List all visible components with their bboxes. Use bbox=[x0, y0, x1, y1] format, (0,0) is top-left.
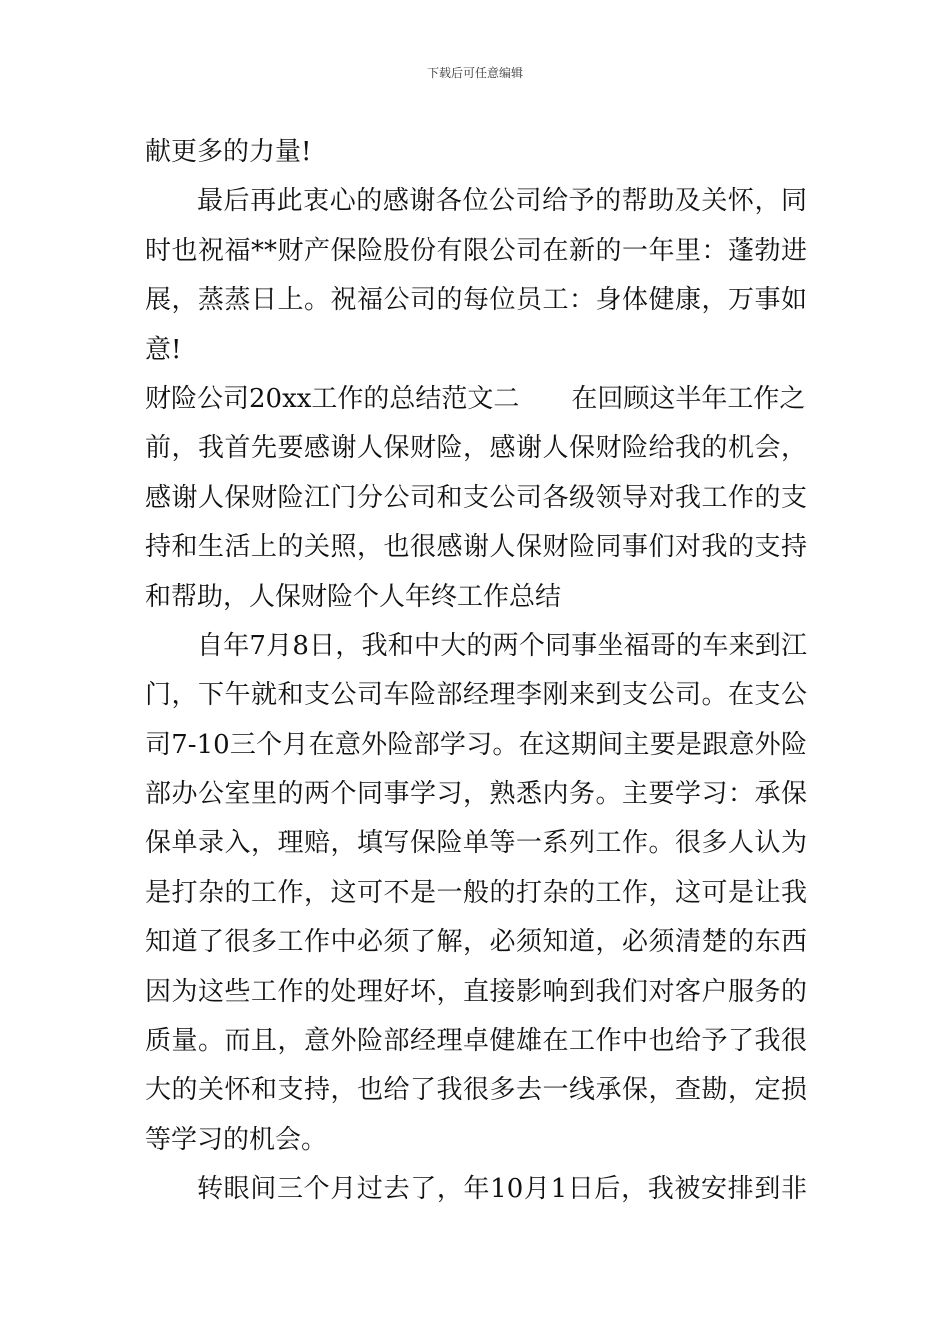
text-line: 质量。而且，意外险部经理卓健雄在工作中也给予了我很 bbox=[145, 1026, 807, 1057]
text-line: 部办公室里的两个同事学习，熟悉内务。主要学习：承保 bbox=[145, 779, 807, 810]
text-line: 前，我首先要感谢人保财险，感谢人保财险给我的机会， bbox=[145, 433, 807, 464]
text-line: 等学习的机会。 bbox=[145, 1124, 328, 1155]
text-line: 意! bbox=[145, 334, 182, 365]
text-line: 时也祝福**财产保险股份有限公司在新的一年里：蓬勃进 bbox=[145, 235, 807, 266]
text-line: 保单录入，理赔，填写保险单等一系列工作。很多人认为 bbox=[145, 828, 807, 859]
text-line: 大的关怀和支持，也给了我很多去一线承保，查勘，定损 bbox=[145, 1075, 807, 1106]
document-body bbox=[145, 128, 807, 1215]
text-line: 自年7月8日，我和中大的两个同事坐福哥的车来到江 bbox=[197, 630, 807, 661]
text-line: 献更多的力量! bbox=[145, 137, 312, 167]
text-line: 知道了很多工作中必须了解，必须知道，必须清楚的东西 bbox=[145, 927, 807, 958]
text-fragment: 在回顾这半年工作之 bbox=[571, 383, 806, 414]
text-line: 展，蒸蒸日上。祝福公司的每位员工：身体健康，万事如 bbox=[145, 285, 807, 316]
section-heading-line bbox=[145, 375, 807, 424]
text-line: 持和生活上的关照，也很感谢人保财险同事们对我的支持 bbox=[145, 532, 807, 563]
text-line: 感谢人保财险江门分公司和支公司各级领导对我工作的支 bbox=[145, 482, 807, 513]
text-line: 最后再此衷心的感谢各位公司给予的帮助及关怀，同 bbox=[197, 186, 807, 217]
section-heading: 财险公司20xx工作的总结范文二 bbox=[145, 383, 520, 414]
text-line: 司7-10三个月在意外险部学习。在这期间主要是跟意外险 bbox=[145, 729, 807, 760]
text-line: 是打杂的工作，这可不是一般的打杂的工作，这可是让我 bbox=[145, 877, 807, 908]
text-line: 转眼间三个月过去了，年10月1日后，我被安排到非 bbox=[197, 1174, 807, 1205]
text-line: 门，下午就和支公司车险部经理李刚来到支公司。在支公 bbox=[145, 680, 807, 711]
text-line: 因为这些工作的处理好坏，直接影响到我们对客户服务的 bbox=[145, 976, 807, 1007]
text-line: 和帮助，人保财险个人年终工作总结 bbox=[145, 581, 562, 612]
page-header: 下载后可任意编辑 bbox=[426, 66, 523, 80]
